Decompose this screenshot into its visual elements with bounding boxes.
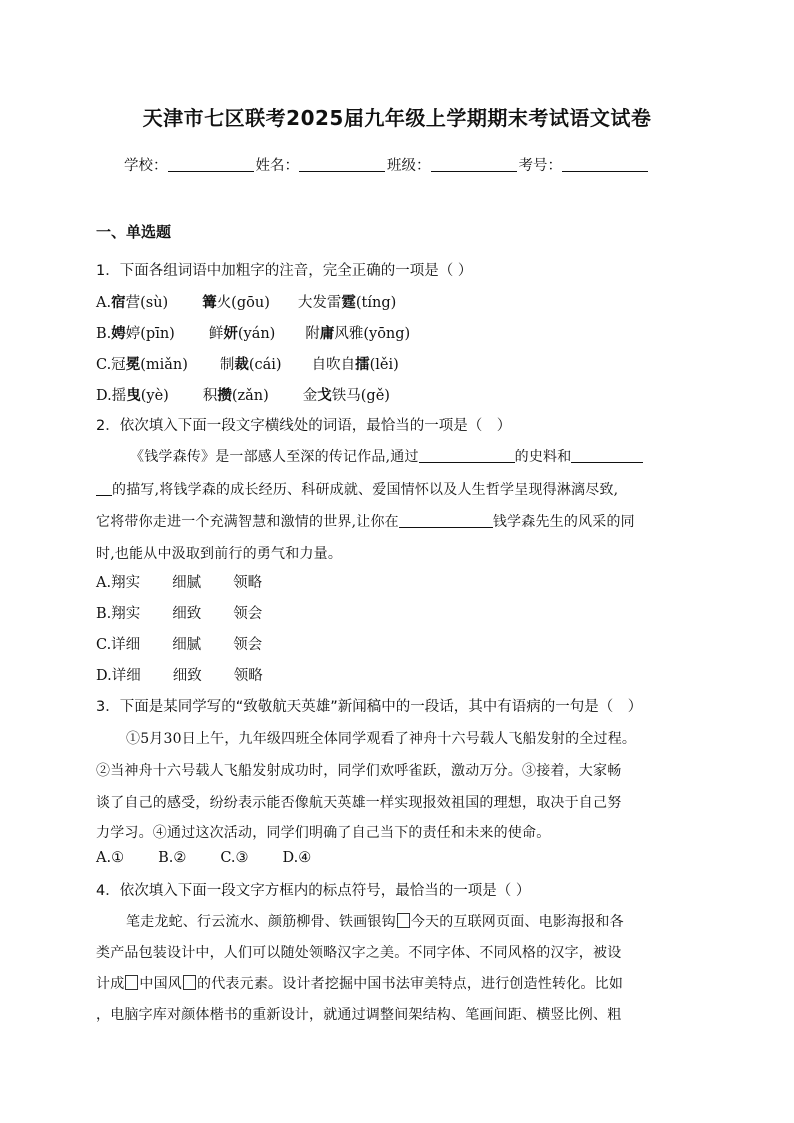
q2-blank-2[interactable] bbox=[571, 448, 643, 463]
q4-passage-line-3 bbox=[96, 973, 696, 993]
q3-option-a[interactable]: A.① bbox=[96, 850, 125, 866]
q3-stem: 3．下面是某同学写的“致敬航天英雄”新闻稿中的一段话，其中有语病的一句是（ ） bbox=[96, 699, 643, 715]
q3-passage-line-3: 谈了自己的感受，纷纷表示能否像航天英雄一样实现报效祖国的理想，取决于自己努 bbox=[96, 795, 622, 811]
q1-d-text-5: 金 bbox=[302, 388, 318, 404]
number-blank[interactable] bbox=[562, 157, 648, 172]
q1-option-c bbox=[96, 353, 399, 374]
q2-d-1: D.详细 bbox=[96, 668, 141, 684]
q1-d-text-2: (yè) bbox=[140, 388, 169, 404]
q1-c-bold-3: 擂 bbox=[355, 356, 370, 373]
q2-text-3: 的描写,将钱学森的成长经历、科研成就、爱国情怀以及人生哲学呈现得淋漓尽致, bbox=[112, 482, 619, 498]
q1-a-bold-3: 霆 bbox=[341, 294, 356, 311]
q1-c-text-5: 自吹自 bbox=[311, 357, 356, 373]
q4-box-1[interactable] bbox=[397, 913, 410, 928]
q1-a-text-3: 大发雷 bbox=[297, 295, 342, 311]
q2-a-1: A.翔实 bbox=[96, 575, 141, 591]
q4-text-2: 今天的互联网页面、电影海报和各 bbox=[410, 914, 624, 930]
q1-c-text-4: (cái) bbox=[248, 357, 282, 373]
q2-option-c bbox=[96, 633, 262, 654]
q2-option-d bbox=[96, 664, 263, 685]
q4-text-3: 计成 bbox=[96, 976, 125, 992]
q2-text-4: 它将带你走进一个充满智慧和激情的世界,让你在 bbox=[96, 514, 399, 530]
q1-d-text-1: D.摇 bbox=[96, 388, 127, 404]
q1-a-text-4: (tíng) bbox=[355, 295, 397, 311]
q2-passage-line-3 bbox=[96, 511, 696, 531]
q4-stem: 4．依次填入下面一段文字方框内的标点符号，最恰当的一项是（ ） bbox=[96, 883, 531, 899]
q3-option-d[interactable]: D.④ bbox=[282, 850, 312, 866]
q1-d-text-3: 积 bbox=[202, 388, 218, 404]
q1-b-text-2: 鲜 bbox=[208, 326, 224, 342]
q2-c-2: 细腻 bbox=[172, 637, 202, 653]
q2-text-5: 钱学森先生的风采的同 bbox=[492, 514, 635, 530]
q1-stem: 1．下面各组词语中加粗字的注音，完全正确的一项是（ ） bbox=[96, 263, 473, 279]
q1-option-d bbox=[96, 384, 390, 405]
q1-a-letter: A. bbox=[96, 295, 112, 311]
q2-a-3: 领略 bbox=[233, 575, 263, 591]
q1-c-bold-1: 冕 bbox=[125, 356, 141, 373]
q1-option-a bbox=[96, 291, 396, 312]
q1-b-text-4: 附 bbox=[305, 326, 320, 342]
q3-passage-line-4: 力学习。④通过这次活动，同学们明确了自己当下的责任和未来的使命。 bbox=[96, 825, 551, 841]
student-info-row bbox=[124, 154, 684, 175]
q1-b-text-5: 风雅(yōng) bbox=[334, 326, 411, 342]
class-blank[interactable] bbox=[431, 157, 517, 172]
q1-d-text-6: 铁马(gě) bbox=[331, 388, 390, 404]
q1-a-text-2: 火(gōu) bbox=[216, 295, 270, 311]
q3-options bbox=[96, 850, 311, 866]
q2-text-1: 《钱学森传》是一部感人至深的传记作品,通过 bbox=[130, 449, 419, 465]
q2-passage-line-4: 时,也能从中汲取到前行的勇气和力量。 bbox=[96, 546, 343, 562]
q1-b-bold-3: 庸 bbox=[319, 325, 335, 342]
q1-c-text-1: C.冠 bbox=[96, 357, 126, 373]
q2-b-1: B.翔实 bbox=[96, 606, 141, 622]
q2-option-a bbox=[96, 571, 262, 592]
q2-passage-line-1 bbox=[96, 446, 730, 466]
q3-passage-line-1: ①5月30日上午，九年级四班全体同学观看了神舟十六号载人飞船发射的全过程。 bbox=[126, 731, 637, 747]
q2-a-2: 细腻 bbox=[172, 575, 202, 591]
q2-c-1: C.详细 bbox=[96, 637, 141, 653]
q2-blank-3[interactable] bbox=[399, 513, 493, 528]
q1-d-bold-1: 曳 bbox=[126, 387, 141, 404]
q4-box-3[interactable] bbox=[183, 975, 196, 990]
q1-d-bold-3: 戈 bbox=[317, 387, 332, 404]
q2-d-3: 领略 bbox=[233, 668, 263, 684]
q2-d-2: 细致 bbox=[172, 668, 202, 684]
q2-blank-2-cont[interactable] bbox=[96, 481, 112, 496]
class-label: 班级： bbox=[387, 158, 431, 174]
q1-d-text-4: (zǎn) bbox=[231, 388, 269, 404]
q1-b-bold-1: 娉 bbox=[111, 325, 126, 342]
q1-c-bold-2: 裁 bbox=[234, 356, 249, 373]
q3-passage-line-2: ②当神舟十六号载人飞船发射成功时，同学们欢呼雀跃，激动万分。③接着，大家畅 bbox=[96, 763, 622, 779]
name-label: 姓名： bbox=[255, 158, 299, 174]
q1-b-bold-2: 妍 bbox=[223, 325, 238, 342]
q4-text-5: 的代表元素。设计者挖掘中国书法审美特点，进行创造性转化。比如 bbox=[197, 976, 624, 992]
number-label: 考号： bbox=[518, 158, 562, 174]
q2-blank-1[interactable] bbox=[419, 448, 515, 463]
q1-b-text-1: 婷(pīn) bbox=[125, 326, 175, 342]
q4-passage-line-2: 类产品包装设计中，人们可以随处领略汉字之美。不同字体、不同风格的汉字，被设 bbox=[96, 945, 622, 961]
page-title: 天津市七区联考2025届九年级上学期期末考试语文试卷 bbox=[142, 106, 652, 130]
q4-passage-line-4: ，电脑字库对颜体楷书的重新设计，就通过调整间架结构、笔画间距、横竖比例、粗 bbox=[96, 1007, 622, 1023]
q4-text-4: 中国风 bbox=[139, 976, 183, 992]
q3-option-b[interactable]: B.② bbox=[158, 850, 187, 866]
q2-option-b bbox=[96, 602, 262, 623]
school-label: 学校： bbox=[124, 158, 168, 174]
q2-passage-line-2 bbox=[96, 479, 696, 499]
q2-b-2: 细致 bbox=[172, 606, 202, 622]
q2-b-3: 领会 bbox=[233, 606, 263, 622]
q1-a-text-1: 营(sù) bbox=[125, 295, 169, 311]
q1-d-bold-2: 攒 bbox=[217, 387, 232, 404]
q2-c-3: 领会 bbox=[233, 637, 263, 653]
q1-b-letter: B. bbox=[96, 326, 112, 342]
q1-a-bold-1: 宿 bbox=[111, 294, 126, 311]
q2-text-2: 的史料和 bbox=[514, 449, 572, 465]
q1-c-text-6: (lěi) bbox=[369, 357, 399, 373]
q1-a-bold-2: 篝 bbox=[202, 294, 217, 311]
q4-box-2[interactable] bbox=[125, 975, 138, 990]
q4-passage-line-1 bbox=[96, 911, 726, 931]
q3-option-c[interactable]: C.③ bbox=[220, 850, 249, 866]
q1-c-text-3: 制 bbox=[219, 357, 235, 373]
q4-text-1: 笔走龙蛇、行云流水、颜筋柳骨、铁画银钩 bbox=[126, 914, 396, 930]
name-blank[interactable] bbox=[299, 157, 385, 172]
q1-c-text-2: (miǎn) bbox=[140, 357, 188, 373]
section-heading: 一、单选题 bbox=[96, 223, 172, 241]
q1-b-text-3: (yán) bbox=[237, 326, 276, 342]
q1-option-b bbox=[96, 322, 410, 343]
q2-stem: 2．依次填入下面一段文字横线处的词语，最恰当的一项是（ ） bbox=[96, 418, 512, 434]
school-blank[interactable] bbox=[168, 157, 254, 172]
